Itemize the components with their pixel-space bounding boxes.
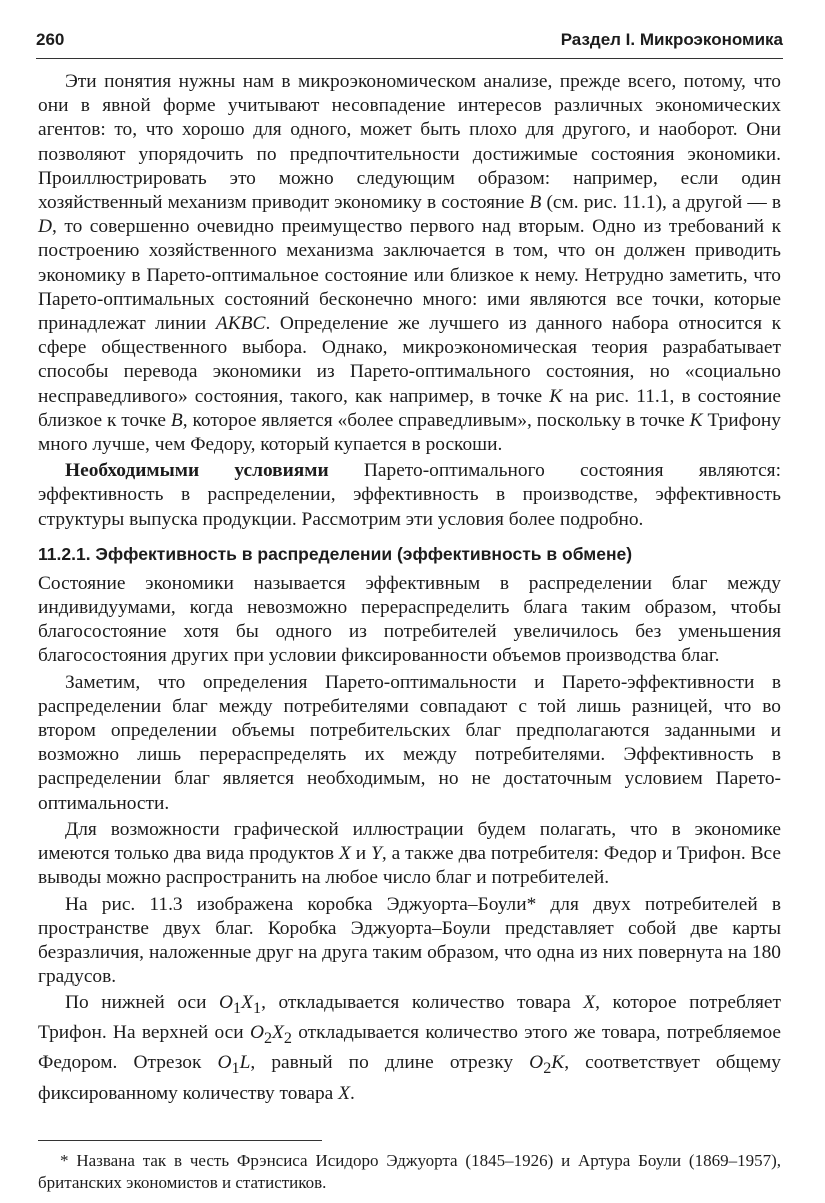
paragraph-note: Заметим, что определения Парето-оптимальности и Парето-эффективности в распределении благ между потребителями совпадают с той лишь разницей, что во втором определении объемы потребительских благ предполагаются заданными и возможно лишь перераспределять их между потребителями. Эффективность в распределении благ является необходимым, но не достаточным условием Парето-оптимальности. — [38, 671, 781, 814]
paragraph-necessary-conditions: Необходимыми условиями Парето-оптимального состояния являются: эффективность в распределении, эффективность в производстве, эффективность структуры выпуска продукции. Рассмотрим эти условия более подробно. — [38, 460, 781, 530]
footnote — [38, 1150, 781, 1194]
footnote-text: * Названа так в честь Фрэнсиса Исидоро Эджуорта (1845–1926) и Артура Боули (1869–1957), британских экономистов и статистиков. — [38, 1151, 781, 1192]
main-text — [38, 70, 781, 1106]
paragraph-assumptions: Для возможности графической иллюстрации будем полагать, что в экономике имеются только два вида продуктов X и Y, а также два потребителя: Федор и Трифон. Все выводы можно распространить на любое число благ и потребителей. — [38, 818, 782, 889]
section-heading: 11.2.1. Эффективность в распределении (эффективность в обмене) — [38, 543, 633, 564]
paragraph-axes: По нижней оси $O_1X_1$, откладывается количество товара X, которое потребляет Трифон. На верхней оси $O_2X_2$ откладывается количество этого же товара, потребляемое Федором. Отрезок $O_1L$, равный по длине отрезку $O_2K$, соответствует общему фиксированному количеству товара X. — [38, 992, 782, 1104]
running-header — [36, 24, 783, 59]
paragraph-edgeworth-box: На рис. 11.3 изображена коробка Эджуорта–Боули* для двух потребителей в пространстве двух благ. Коробка Эджуорта–Боули представляет собой две карты безразличия, наложенные друг на друга таким образом, что одна из них повернута на 180 градусов. — [38, 893, 781, 988]
paragraph-pareto-concepts: Эти понятия нужны нам в микроэкономическом анализе, прежде всего, потому, что они в явной форме учитывают несовпадение интересов различных экономических агентов: то, что хорошо для одного, может быть плохо для другого, и наоборот. Они позволяют упорядочить по предпочтительности достижимые состояния экономики. Проиллюстрировать это можно следующим образом: например, если один хозяйственный механизм приводит экономику в состояние B (см. рис. 11.1), а другой — в D, то совершенно очевидно преимущество первого над вторым. Одно из требований к построению хозяйственного механизма заключается в том, что он должен приводить экономику в Парето-оптимальное состояние или близкое к нему. Нетрудно заметить, что Парето-оптимальных состояний бесконечно много: ими являются все точки, которые принадлежат линии AKBC. Определение же лучшего из данного набора относится к сфере общественного выбора. Однако, микроэкономическая теория разрабатывает способы перевода экономики из Парето-оптимального состояния, но «социально несправедливого» состояния, такого, как например, в точке K на рис. 11.1, в состояние близкое к точке B, которое является «более справедливым», поскольку в точке K Трифону много лучше, чем Федору, который купается в роскоши. — [38, 71, 782, 456]
paragraph-definition: Состояние экономики называется эффективным в распределении благ между индивидуумами, когда невозможно перераспределить блага таким образом, чтобы благосостояние хотя бы одного из потребителей увеличилось без уменьшения благосостояния других при условии фиксированности объемов производства благ. — [38, 572, 781, 667]
footnote-rule — [38, 1140, 322, 1141]
section-title: Раздел I. Микроэкономика — [560, 30, 783, 49]
page-number: 260 — [36, 30, 65, 49]
